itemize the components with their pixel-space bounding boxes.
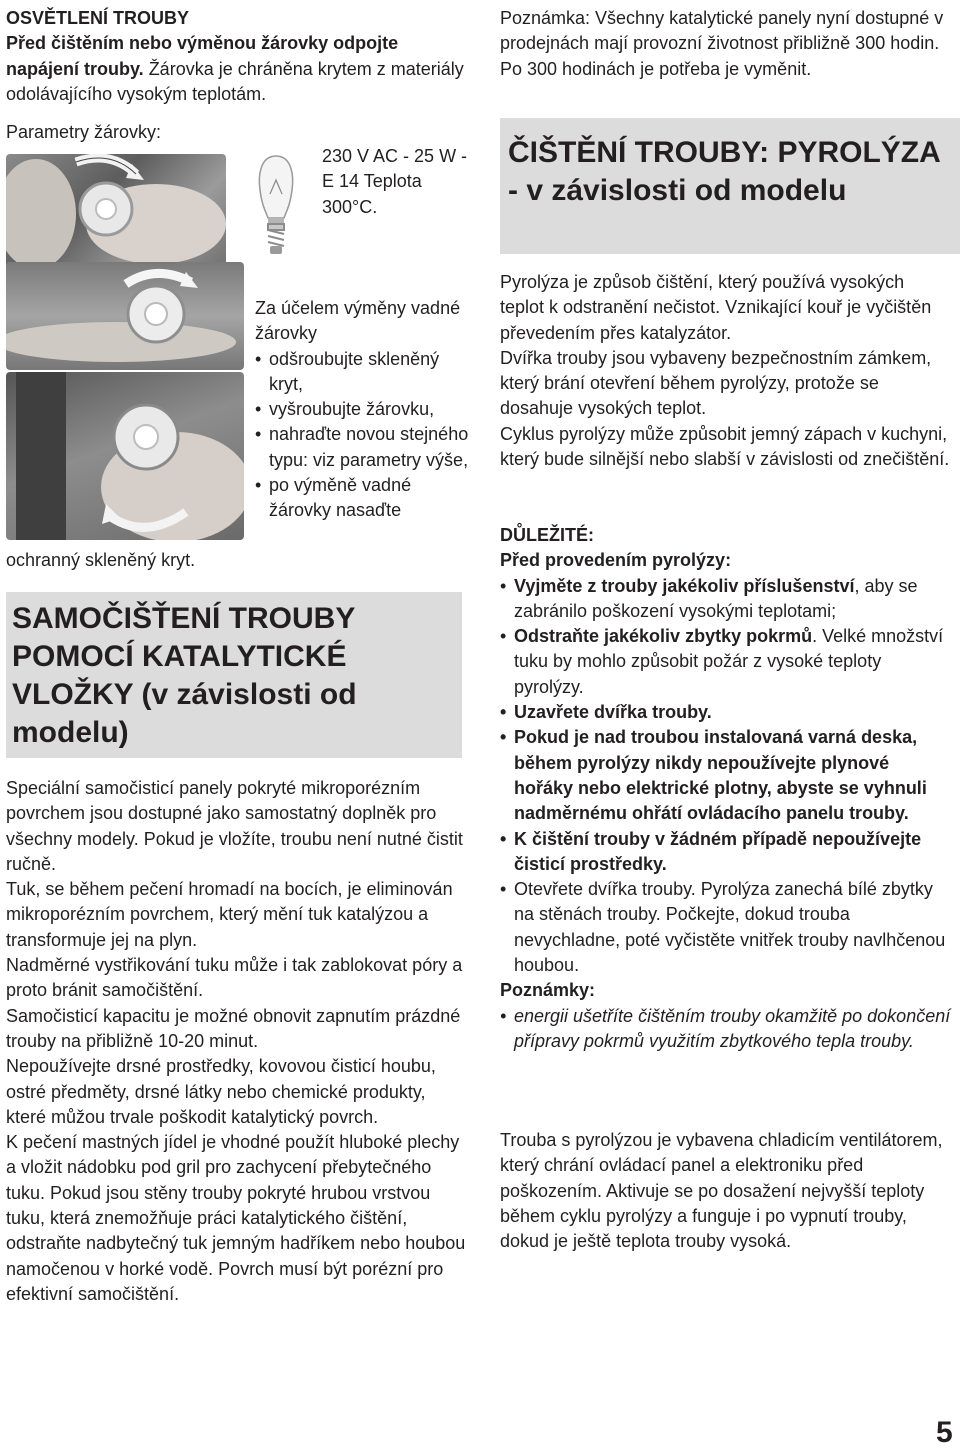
item-rest: , aby se zabránilo poškození vysokými teplotami; xyxy=(514,575,918,621)
pyro-step: • Uzavřete dvířka trouby. xyxy=(500,700,952,725)
replace-steps-list xyxy=(255,347,470,524)
pyro-step xyxy=(500,574,952,625)
lighting-title: OSVĚTLENÍ TROUBY xyxy=(6,8,190,28)
lighting-warning-bold: Před čištěním nebo výměnou žárovky odpojte napájení trouby. xyxy=(6,33,399,79)
pyro-step xyxy=(500,624,952,700)
replace-step: • odšroubujte skleněný kryt, xyxy=(255,347,470,398)
catalytic-heading-box xyxy=(6,592,462,758)
pyro-steps-list xyxy=(500,574,952,979)
important-section xyxy=(500,523,952,1054)
replace-end: ochranný skleněný kryt. xyxy=(6,550,196,570)
pyro-body xyxy=(500,270,952,472)
bulb-params-label: Parametry žárovky: xyxy=(6,122,162,142)
replace-bulb-illustration xyxy=(6,372,244,540)
paragraph: Nadměrné vystřikování tuku může i tak zablokovat póry a proto bránit samočištění. xyxy=(6,955,463,1001)
lighting-warning-rest: Žárovka je chráněna krytem z materiály odolávajícího vysokým teplotám. xyxy=(6,58,464,104)
fan-paragraph: Trouba s pyrolýzou je vybavena chladicím ventilátorem, který chrání ovládací panel a elektroniku před poškozením. Aktivuje se po dosažení nejvyšší teploty během cyklu pyrolýzy a funguje i po vypnutí trouby, dokud je ještě teplota trouby vysoká. xyxy=(500,1130,943,1252)
hand-cover-illustration xyxy=(6,154,226,276)
pyro-step: • Otevřete dvířka trouby. Pyrolýza zanechá bílé zbytky na stěnách trouby. Počkejte, dokud trouba nevychladne, poté vyčistěte vnitřek trouby navlhčenou houbou. xyxy=(500,877,952,978)
item-bold: Vyjměte z trouby jakékoliv příslušenství xyxy=(514,575,855,596)
important-label: DŮLEŽITÉ: xyxy=(500,525,594,545)
replace-step: • nahraďte novou stejného typu: viz parametry výše, xyxy=(255,422,470,473)
catalytic-body xyxy=(6,776,468,1307)
lighting-warning xyxy=(6,31,472,107)
paragraph: K pečení mastných jídel je vhodné použít hluboké plechy a vložit nádobku pod gril pro zachycení přebytečného tuku. Pokud jsou stěny trouby pokryté hrubou vrstvou tuku, která znemožňuje práci katalytického čištění, odstraňte nadbytečný tuk jemným hadříkem nebo houbou namočenou v horké vodě. Povrch musí být porézní pro efektivní samočištění. xyxy=(6,1132,466,1304)
notes-list xyxy=(500,1004,952,1055)
pyro-heading-box xyxy=(500,118,960,254)
item-rest: . Velké množství tuku by mohlo způsobit požár z vysoké teploty pyrolýzy. xyxy=(514,626,944,697)
replace-step: • po výměně vadné žárovky nasaďte xyxy=(255,473,470,524)
light-bulb-icon xyxy=(248,150,304,260)
lighting-section xyxy=(6,6,472,107)
item-bold: Odstraňte jakékoliv zbytky pokrmů xyxy=(514,626,813,647)
paragraph: Dvířka trouby jsou vybaveny bezpečnostním zámkem, který brání otevření během pyrolýzy, protože se dosahuje vysokých teplot. xyxy=(500,347,932,419)
photo-glass-cover xyxy=(6,262,244,370)
photo-unscrew-cover xyxy=(6,154,226,276)
bulb-specs: 230 V AC - 25 W - E 14 Teplota 300°C. xyxy=(322,146,468,217)
paragraph: Samočisticí kapacitu je možné obnovit zapnutím prázdné trouby na přibližně 10-20 minut. xyxy=(6,1005,461,1051)
paragraph: Pyrolýza je způsob čištění, který používá vysokých teplot k odstranění nečistot. Vznikající kouř je vyčištěn převedením přes katalyzátor. xyxy=(500,272,932,343)
pyro-step: • Pokud je nad troubou instalovaná varná deska, během pyrolýzy nikdy nepoužívejte plynové hořáky nebo elektrické plotny, abyste se vyhnuli nadměrnému ohřátí ovládacího panelu trouby. xyxy=(500,725,952,826)
before-label: Před provedením pyrolýzy: xyxy=(500,550,732,571)
paragraph: Nepoužívejte drsné prostředky, kovovou čisticí houbu, ostré předměty, drsné látky nebo chemické produkty, které můžou trvale poškodit katalytický povrch. xyxy=(6,1056,436,1127)
note-item: • energii ušetříte čištěním trouby okamžitě po dokončení přípravy pokrmů využitím zbytkového tepla trouby. xyxy=(500,1004,952,1055)
bulb-image xyxy=(248,150,304,260)
note-top: Poznámka: Všechny katalytické panely nyní dostupné v prodejnách mají provozní životnost přibližně 300 hodin. Po 300 hodinách je potřeba je vyměnit. xyxy=(500,8,944,79)
replace-instructions xyxy=(255,296,470,524)
replace-intro: Za účelem výměny vadné žárovky xyxy=(255,298,461,344)
catalytic-heading: SAMOČIŠŤENÍ TROUBY POMOCÍ KATALYTICKÉ VLOŽKY (v závislosti od modelu) xyxy=(12,602,357,749)
pyro-step: • K čištění trouby v žádném případě nepoužívejte čisticí prostředky. xyxy=(500,827,952,878)
glass-cover-illustration xyxy=(6,262,244,370)
notes-label: Poznámky: xyxy=(500,980,596,1001)
page-number: 5 xyxy=(936,1416,953,1449)
pyro-heading: ČIŠTĚNÍ TROUBY: PYROLÝZA - v závislosti od modelu xyxy=(508,136,940,207)
paragraph: Speciální samočisticí panely pokryté mikroporézním povrchem jsou dostupné jako samostatný doplněk pro všechny modely. Pokud je vložíte, troubu není nutné čistit ručně. xyxy=(6,778,463,874)
replace-step: • vyšroubujte žárovku, xyxy=(255,397,470,422)
photo-replace-bulb xyxy=(6,372,244,540)
paragraph: Cyklus pyrolýzy může způsobit jemný zápach v kuchyni, který bude silnější nebo slabší v závislosti od znečištění. xyxy=(500,423,950,470)
paragraph: Tuk, se během pečení hromadí na bocích, je eliminován mikroporézním povrchem, který mění tuk katalýzou a transformuje jej na plyn. xyxy=(6,879,453,950)
